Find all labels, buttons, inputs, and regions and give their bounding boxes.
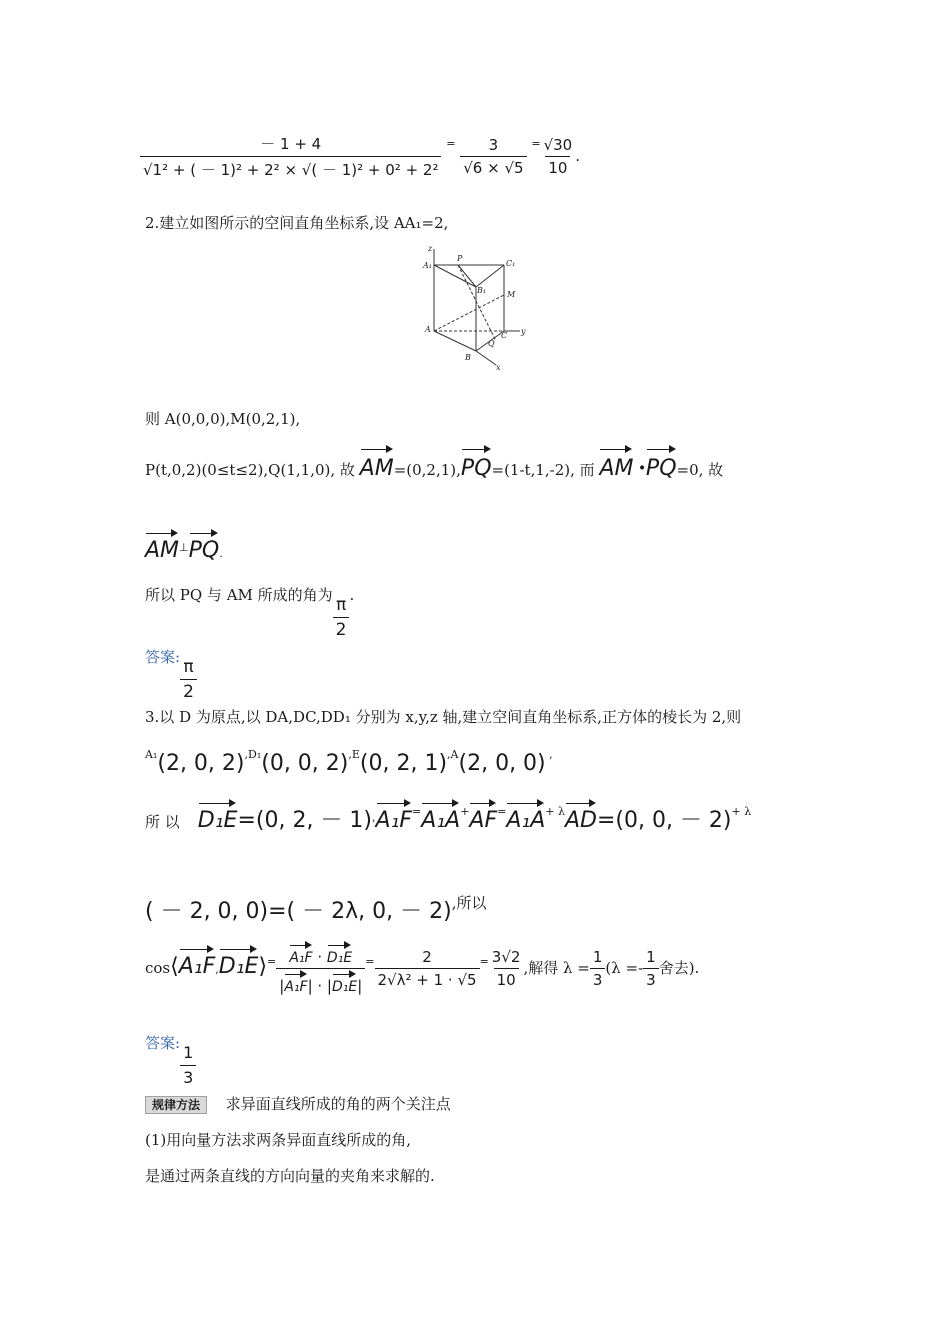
method-badge: 规律方法 [145, 1096, 207, 1114]
svg-text:A: A [425, 325, 431, 334]
q3-coordinates: $^{A_1}$(2, 0, 2)$^{,D_1}$(0, 0, 2)$^{,E}$(0, 2, 1)$^{,A}$(2, 0, 0) , [145, 748, 553, 776]
svg-text:A₁: A₁ [423, 261, 432, 270]
q3-answer: 答案: $\frac{1}{3}$ [145, 1033, 196, 1088]
vector-am: AM [360, 446, 394, 484]
svg-text:C: C [501, 331, 508, 340]
q3-vectors: 所 以 D₁E=(0, 2, － $1)^,A_1F^=A_1A^+AF^=A_1A^{+ \lambda}AD=(0$, 0, － 2)$^{+ \lambda}$ [145, 800, 751, 834]
svg-text:Q: Q [488, 339, 495, 348]
q2-answer: 答案: $\frac{\pi}{2}$ [145, 647, 197, 702]
vector-pq: PQ [189, 530, 220, 563]
top-formula: $\frac{- 1 + 4}{\text{√1² + ( － 1)² + 2² × √( － 1)² + 0² + 2²}}$ = $\frac{3}{√6 \times √5}$ = $\frac{√30}{10}$ . [140, 133, 580, 180]
q2-line2: P(t,0,2)(0≤t≤2),Q(1,1,0), 故 AM=(0,2,1),PQ=(1-t,1,-2), 而 AM ·PQ=0, 故 [145, 446, 723, 485]
method-line1: (1)用向量方法求两条异面直线所成的角, [145, 1131, 412, 1149]
vector-a1a: A₁A [506, 800, 545, 833]
q3-line3: ( － 2, 0, 0)=( － 2λ, 0, － 2),所以 [145, 894, 487, 924]
svg-text:y: y [521, 327, 526, 336]
vector-a1a: A₁A [421, 800, 460, 833]
svg-text:z: z [428, 244, 433, 253]
vector-pq: PQ [646, 446, 677, 484]
svg-text:C₁: C₁ [506, 259, 516, 268]
method-heading: 规律方法 求异面直线所成的角的两个关注点 [145, 1094, 451, 1114]
vector-ad: AD [565, 800, 597, 833]
vector-am: AM [599, 446, 633, 484]
q2-perpendicular: AM⊥PQ. [145, 530, 223, 563]
vector-pq: PQ [461, 446, 492, 484]
q2-conclusion: 所以 PQ 与 AM 所成的角为 $\frac{\pi}{2}$ . [145, 586, 355, 640]
q3-cosine: cos⟨A₁F,D₁E⟩= $\frac{\text{A₁F · D₁E}}{\text{|A₁F| · |D₁E|}}$ = $\frac{2}{\text{2√λ² + 1 · √5}}$ = $\frac{3√2}{10}$ ,解得 λ = $\frac{1}{3}$ (λ =- $\frac{1}{3}$ 舍去). [145, 942, 699, 995]
method-line2: 是通过两条直线的方向向量的夹角来求解的. [145, 1167, 435, 1185]
svg-text:B₁: B₁ [477, 286, 487, 295]
prism-figure [420, 243, 535, 373]
vector-a1f: A₁F [376, 800, 413, 833]
q3-intro: 3.以 D 为原点,以 DA,DC,DD₁ 分别为 x,y,z 轴,建立空间直角坐标系,正方体的棱长为 2,则 [145, 708, 742, 726]
svg-text:x: x [496, 363, 501, 372]
vector-am: AM [145, 530, 179, 563]
vector-a1f: A₁F [179, 946, 216, 979]
svg-text:B: B [465, 353, 471, 362]
svg-text:P: P [457, 254, 463, 263]
vector-d1e: D₁E [219, 946, 259, 979]
fraction-cosine: $\frac{- 1 + 4}{\text{√1² + ( － 1)² + 2² × √( － 1)² + 0² + 2²}}$ [140, 133, 441, 180]
svg-text:M: M [507, 290, 516, 299]
q2-line1: 则 A(0,0,0),M(0,2,1), [145, 410, 301, 428]
vector-d1e: D₁E [198, 800, 238, 833]
vector-af: AF [469, 800, 497, 833]
q2-intro: 2.建立如图所示的空间直角坐标系,设 AA₁=2, [145, 214, 449, 232]
